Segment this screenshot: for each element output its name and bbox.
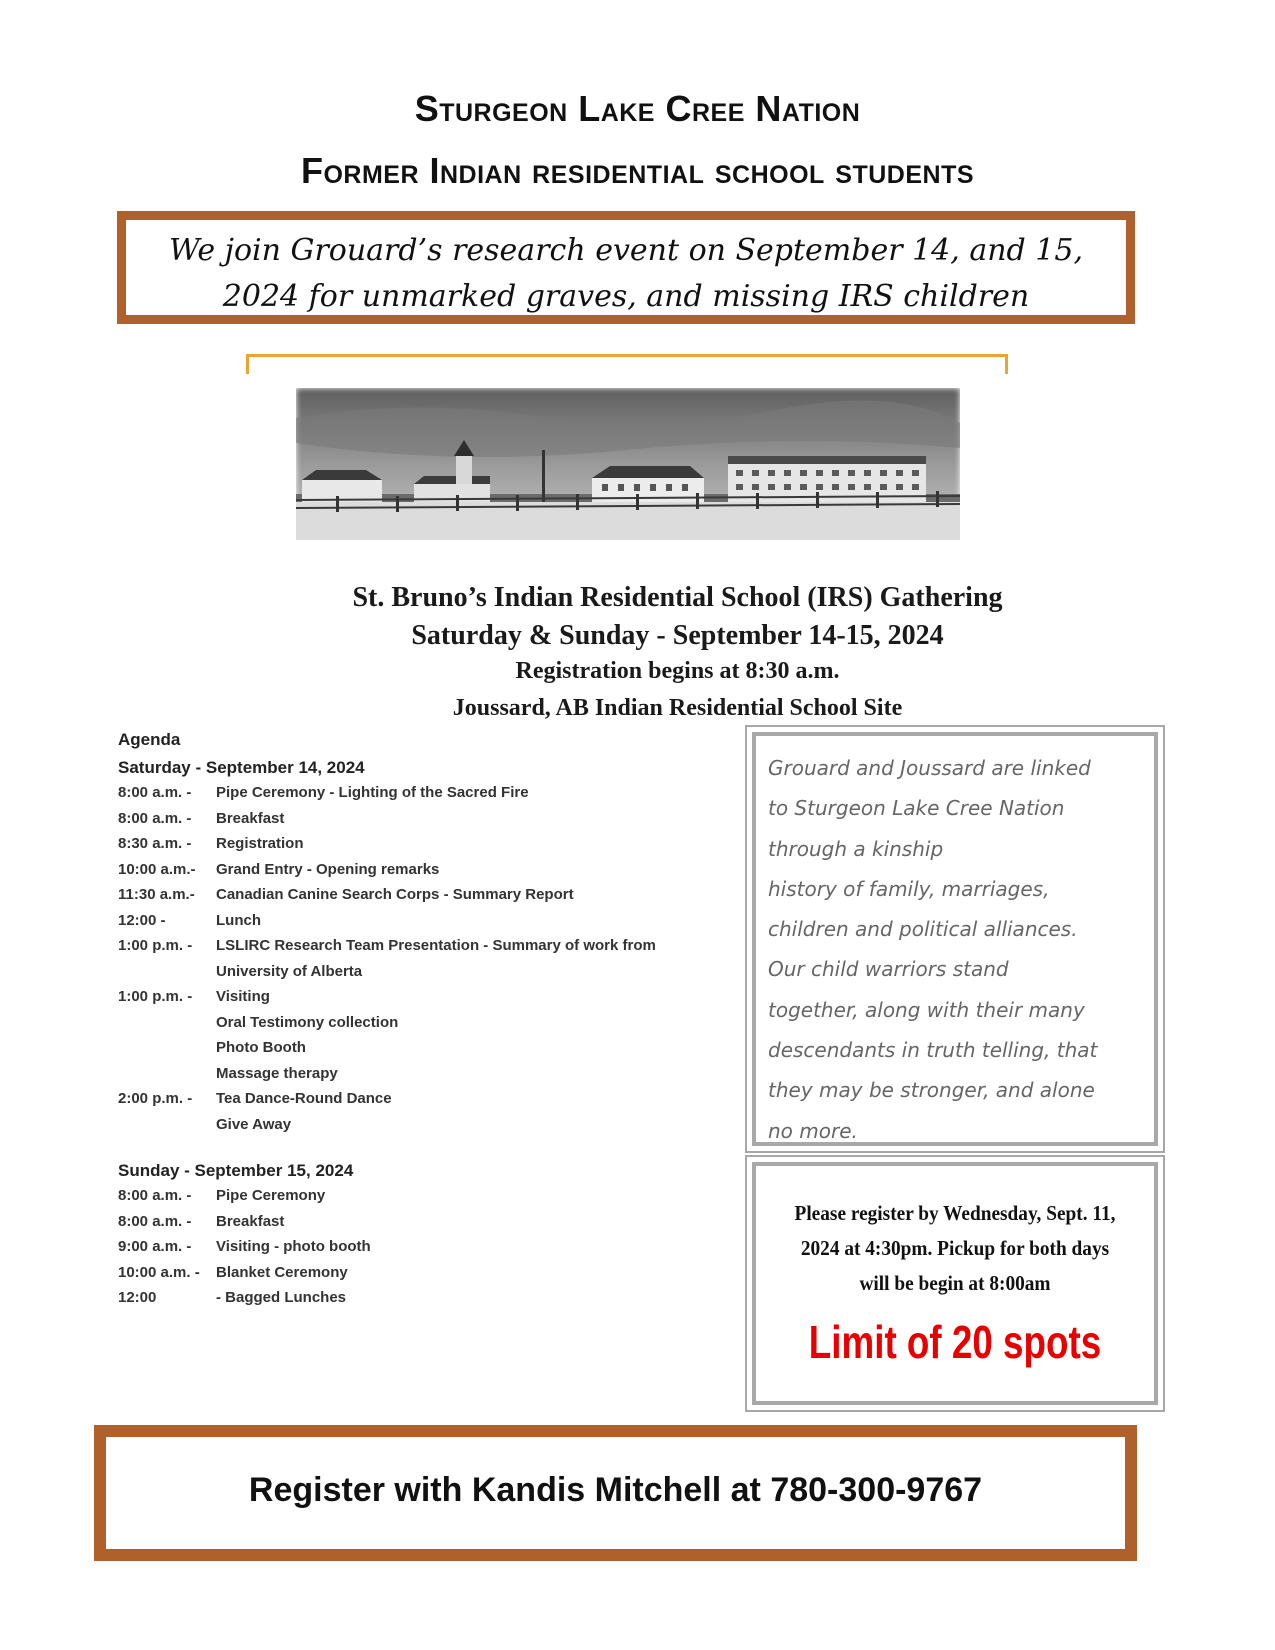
agenda-description: Pipe Ceremony - Lighting of the Sacred Fire bbox=[216, 784, 529, 801]
agenda-row bbox=[118, 1014, 738, 1040]
kinship-line: Grouard and Joussard are linked bbox=[768, 756, 1091, 780]
agenda-description: Massage therapy bbox=[216, 1064, 338, 1082]
agenda-row bbox=[118, 886, 738, 912]
kinship-line: together, along with their many bbox=[768, 997, 1085, 1022]
agenda-time: 11:30 a.m.- bbox=[118, 886, 195, 903]
agenda-time: 8:00 a.m. - bbox=[118, 809, 192, 827]
agenda-description: Grand Entry - Opening remarks bbox=[216, 860, 440, 878]
agenda-row bbox=[118, 861, 738, 887]
register-line-3: will be begin at 8:00am bbox=[859, 1271, 1051, 1295]
agenda-description: Visiting - photo booth bbox=[216, 1238, 371, 1255]
agenda-time: 1:00 p.m. - bbox=[118, 988, 193, 1005]
intro-line-1: We join Grouard’s research event on September 14, and 15, bbox=[168, 233, 1083, 268]
agenda-description: Breakfast bbox=[216, 809, 285, 827]
register-line-1: Please register by Wednesday, Sept. 11, bbox=[794, 1201, 1116, 1225]
agenda-row bbox=[118, 1187, 738, 1213]
agenda-description: - Bagged Lunches bbox=[216, 1289, 347, 1306]
agenda-row bbox=[118, 1238, 738, 1264]
agenda-time: 1:00 p.m. - bbox=[118, 937, 193, 954]
intro-line-2: 2024 for unmarked graves, and missing IRS children bbox=[222, 279, 1030, 314]
agenda-row bbox=[118, 810, 738, 836]
kinship-line: history of family, marriages, bbox=[768, 876, 1050, 901]
agenda-description: Registration bbox=[216, 835, 304, 852]
agenda-row bbox=[118, 1039, 738, 1065]
agenda-row bbox=[118, 784, 738, 810]
residential-school-photo bbox=[296, 388, 960, 540]
register-deadline-box bbox=[745, 1155, 1165, 1412]
agenda-row bbox=[118, 835, 738, 861]
saturday-rows bbox=[118, 784, 738, 1141]
spot-limit: Limit of 20 spots bbox=[808, 1316, 1102, 1368]
agenda-row bbox=[118, 937, 738, 963]
sunday-rows bbox=[118, 1187, 738, 1315]
register-line-2: 2024 at 4:30pm. Pickup for both days bbox=[800, 1236, 1110, 1260]
agenda-time: 9:00 a.m. - bbox=[118, 1238, 192, 1255]
event-title: St. Bruno’s Indian Residential School (IRS) Gathering bbox=[352, 582, 1003, 613]
agenda-description: LSLIRC Research Team Presentation - Summary of work from bbox=[216, 937, 656, 954]
agenda-time: 10:00 a.m.- bbox=[118, 860, 196, 878]
agenda-time: 12:00 - bbox=[118, 911, 166, 929]
kinship-line: Our child warriors stand bbox=[768, 957, 1009, 982]
agenda-row bbox=[118, 1065, 738, 1091]
kinship-line: children and political alliances. bbox=[768, 917, 1078, 942]
kinship-line: no more. bbox=[768, 1118, 858, 1143]
agenda-row bbox=[118, 963, 738, 989]
agenda-time: 8:00 a.m. - bbox=[118, 784, 192, 801]
register-deadline-text bbox=[772, 1196, 1138, 1301]
agenda-row bbox=[118, 1090, 738, 1116]
agenda-row bbox=[118, 912, 738, 938]
contact-text: Register with Kandis Mitchell at 780-300-9767 bbox=[248, 1471, 983, 1509]
agenda-time: 2:00 p.m. - bbox=[118, 1090, 193, 1107]
kinship-line: through a kinship bbox=[768, 836, 944, 861]
contact-box bbox=[94, 1425, 1137, 1561]
event-registration: Registration begins at 8:30 a.m. bbox=[515, 658, 840, 684]
agenda-description: University of Alberta bbox=[216, 962, 363, 980]
agenda-description: Tea Dance-Round Dance bbox=[216, 1090, 392, 1107]
agenda-row bbox=[118, 1213, 738, 1239]
agenda-time: 8:00 a.m. - bbox=[118, 1212, 192, 1230]
agenda-time: 10:00 a.m. - bbox=[118, 1263, 200, 1281]
intro-box bbox=[117, 211, 1135, 324]
kinship-line: they may be stronger, and alone bbox=[768, 1078, 1095, 1103]
agenda-heading: Agenda bbox=[118, 730, 181, 749]
decorative-bracket bbox=[246, 354, 1008, 374]
agenda-description: Visiting bbox=[216, 988, 270, 1005]
intro-text bbox=[126, 228, 1126, 320]
agenda-row bbox=[118, 1289, 738, 1315]
agenda-time: 8:00 a.m. - bbox=[118, 1187, 192, 1204]
agenda-description: Canadian Canine Search Corps - Summary Report bbox=[216, 886, 574, 903]
agenda-description: Photo Booth bbox=[216, 1039, 306, 1056]
kinship-line: to Sturgeon Lake Cree Nation bbox=[768, 796, 1065, 821]
agenda-description: Pipe Ceremony bbox=[216, 1187, 326, 1204]
header-title-students: Former Indian residential school students bbox=[300, 150, 975, 191]
kinship-line: descendants in truth telling, that bbox=[768, 1038, 1098, 1063]
kinship-box bbox=[745, 725, 1165, 1153]
agenda-time: 12:00 bbox=[118, 1289, 157, 1306]
agenda-time: 8:30 a.m. - bbox=[118, 835, 192, 852]
agenda-description: Lunch bbox=[216, 911, 261, 929]
agenda bbox=[118, 730, 738, 1315]
agenda-row bbox=[118, 1264, 738, 1290]
agenda-description: Oral Testimony collection bbox=[216, 1013, 399, 1031]
header-title-nation: Sturgeon Lake Cree Nation bbox=[414, 88, 861, 129]
agenda-row bbox=[118, 1116, 738, 1142]
agenda-description: Blanket Ceremony bbox=[216, 1263, 348, 1281]
agenda-description: Breakfast bbox=[216, 1212, 285, 1230]
agenda-day-saturday: Saturday - September 14, 2024 bbox=[118, 758, 365, 777]
kinship-text bbox=[752, 732, 1158, 1146]
event-dates: Saturday & Sunday - September 14-15, 2024 bbox=[411, 620, 944, 651]
agenda-row bbox=[118, 988, 738, 1014]
agenda-day-sunday: Sunday - September 15, 2024 bbox=[118, 1161, 354, 1180]
event-location: Joussard, AB Indian Residential School Site bbox=[452, 695, 903, 721]
agenda-description: Give Away bbox=[216, 1115, 292, 1133]
